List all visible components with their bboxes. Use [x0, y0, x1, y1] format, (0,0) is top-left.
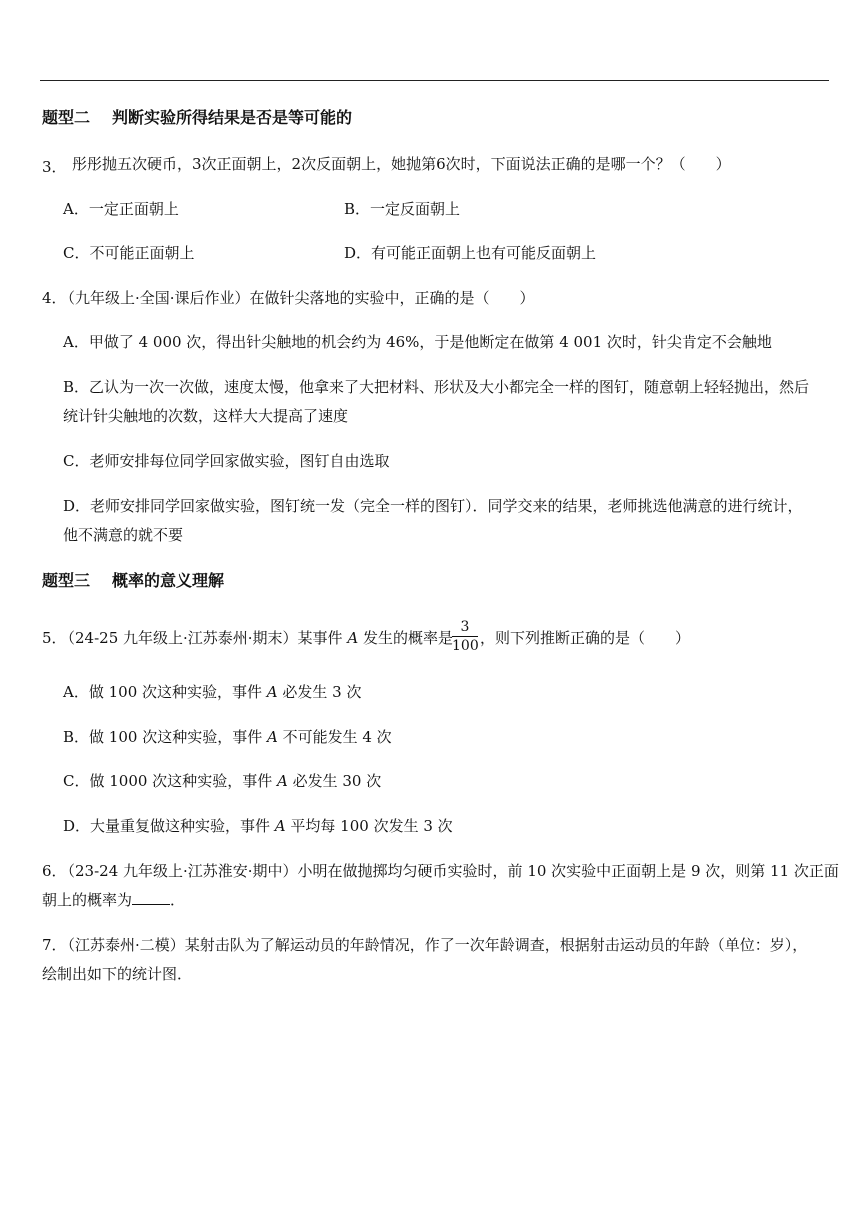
- question-stem-line1: （江苏泰州·二模）某射击队为了解运动员的年龄情况，作了一次年龄调查，根据射击运动员的年龄（单位：岁），: [60, 936, 808, 954]
- question-stem: （九年级上·全国·课后作业）在做针尖落地的实验中，正确的是（ ）: [60, 289, 535, 307]
- stem-pre: （24-25 九年级上·江苏泰州·期末）某事件: [60, 629, 348, 647]
- fraction-denominator: 100: [452, 638, 479, 654]
- option-text: 必发生 3 次: [277, 683, 362, 701]
- question-number: 3．: [42, 158, 67, 176]
- option-c: C．老师安排每位同学回家做实验，图钉自由选取: [63, 452, 390, 470]
- option-text: A．做 100 次这种实验，事件: [63, 683, 267, 701]
- question-stem-prefix: [60, 628, 453, 648]
- option-text: 不可能发生 4 次: [277, 728, 392, 746]
- question-stem-line2: 绘制出如下的统计图．: [42, 965, 193, 983]
- option-a: A．一定正面朝上: [63, 200, 179, 218]
- section-heading-2: [42, 108, 352, 128]
- question-stem: 彤彤抛五次硬币，3次正面朝上，2次反面朝上，她抛第6次时，下面说法正确的是哪一个？（ ）: [72, 155, 731, 173]
- question-number: 5．: [42, 629, 67, 647]
- question-stem-line1: （23-24 九年级上·江苏淮安·期中）小明在做抛掷均匀硬币实验时，前 10 次实验中正面朝上是 9 次，则第 11 次正面: [60, 862, 839, 880]
- question-number: 4．: [42, 289, 67, 307]
- stem-text: ．: [170, 891, 186, 909]
- option-a: [63, 682, 361, 702]
- section-heading-3: [42, 571, 224, 591]
- option-d: [63, 816, 453, 836]
- event-symbol: A: [266, 683, 278, 701]
- stem-mid: 发生的概率是: [358, 629, 453, 647]
- option-b-line1: B．乙认为一次一次做，速度太慢，他拿来了大把材料、形状及大小都完全一样的图钉，随意朝上轻轻抛出，然后: [63, 378, 810, 396]
- option-c: [63, 771, 381, 791]
- option-d-line2: 他不满意的就不要: [63, 526, 184, 544]
- section-label: 题型二: [42, 108, 91, 127]
- option-b: [63, 727, 392, 747]
- option-b: B．一定反面朝上: [344, 200, 461, 218]
- option-text: D．大量重复做这种实验，事件: [63, 817, 275, 835]
- option-text: 必发生 30 次: [287, 772, 382, 790]
- option-d: D．有可能正面朝上也有可能反面朝上: [344, 244, 597, 262]
- event-symbol: A: [347, 629, 359, 647]
- question-number: 7．: [42, 936, 67, 954]
- event-symbol: A: [274, 817, 286, 835]
- event-symbol: A: [266, 728, 278, 746]
- event-symbol: A: [276, 772, 288, 790]
- option-a: A．甲做了 4 000 次，得出针尖触地的机会约为 46%，于是他断定在做第 4 001 次时，针尖肯定不会触地: [63, 333, 772, 351]
- option-d-line1: D．老师安排同学回家做实验，图钉统一发（完全一样的图钉）．同学交来的结果，老师挑选他满意的进行统计，: [63, 497, 803, 515]
- fraction-numerator: 3: [460, 619, 470, 635]
- question-stem-suffix: ，则下列推断正确的是（ ）: [480, 629, 691, 647]
- answer-blank[interactable]: [132, 890, 170, 905]
- option-b-line2: 统计针尖触地的次数，这样大大提高了速度: [63, 407, 349, 425]
- section-label: 题型三: [42, 571, 91, 590]
- section-title: 判断实验所得结果是否是等可能的: [112, 108, 353, 127]
- question-stem-line2: [42, 890, 185, 910]
- stem-text: 朝上的概率为: [42, 891, 133, 909]
- header-rule: [40, 80, 829, 81]
- fraction-bar: [452, 636, 478, 637]
- fraction: [452, 619, 478, 654]
- option-text: 平均每 100 次发生 3 次: [285, 817, 453, 835]
- section-title: 概率的意义理解: [112, 571, 225, 590]
- option-text: C．做 1000 次这种实验，事件: [63, 772, 277, 790]
- option-text: B．做 100 次这种实验，事件: [63, 728, 267, 746]
- option-c: C．不可能正面朝上: [63, 244, 195, 262]
- question-number: 6．: [42, 862, 67, 880]
